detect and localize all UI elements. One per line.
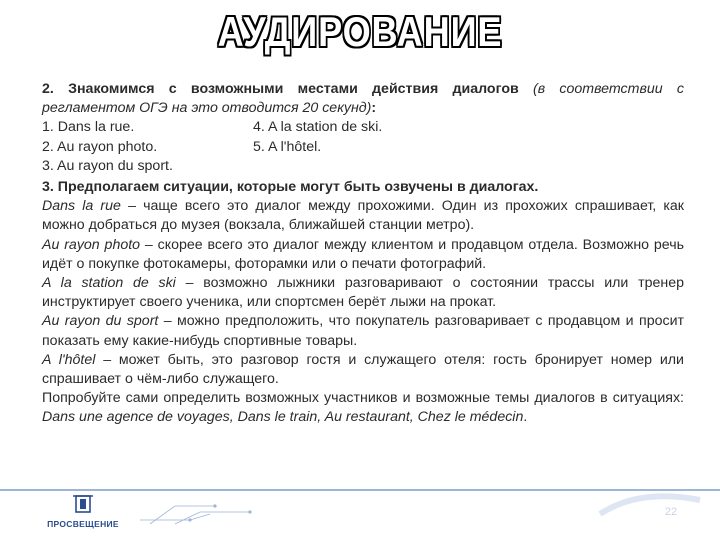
situation-paragraph [42, 197, 684, 235]
situation-place: A la station de ski [42, 275, 176, 292]
option-item: 1. Dans la rue. [42, 119, 135, 136]
task-end: . [523, 409, 528, 426]
textbook-excerpt [42, 80, 684, 428]
situation-text: – возможно лыжники разговаривают о состоянии трассы или тренер инструктирует своего ученика, или спортсмен берёт лыжи на прокат. [42, 275, 684, 311]
circuit-dot [248, 510, 251, 513]
situation-place: A l'hôtel [42, 351, 96, 368]
option-item: 5. A l'hôtel. [253, 138, 322, 155]
option-item: 2. Au rayon photo. [42, 138, 158, 155]
situation-text: – может быть, это разговор гостя и служащего отеля: гость бронирует номер или спрашивает о чём-либо служащего. [42, 351, 684, 388]
circuit-dot [213, 504, 216, 507]
situation-text: – можно предположить, что покупатель разговаривает с продавцом и просит показать ему какие-нибудь спортивные товары. [42, 313, 684, 349]
option-item: 4. A la station de ski. [253, 119, 383, 136]
task-places: Dans une agence de voyages, Dans le train, Au restaurant, Chez le médecin [42, 409, 524, 426]
circuit-lines [140, 506, 250, 524]
task-paragraph [42, 389, 684, 427]
footer-swoosh [600, 496, 700, 514]
place-options-list [42, 118, 684, 176]
situation-text: – чаще всего это диалог между прохожими. Один из прохожих спрашивает, как можно добраться до музея (вокзала, ближайшей станции метро). [42, 198, 684, 234]
section-2-colon: : [371, 100, 377, 117]
logo-text: ПРОСВЕЩЕНИЕ [47, 519, 119, 529]
page-number: 22 [664, 506, 678, 518]
section-3-heading: 3. Предполагаем ситуации, которые могут быть озвучены в диалогах. [42, 179, 539, 196]
task-text: Попробуйте сами определить возможных участников и возможные темы диалогов в ситуациях: [42, 390, 684, 407]
slide-title: АУДИРОВАНИЕ [217, 8, 503, 55]
section-2-heading: 2. Знакомимся с возможными местами действия диалогов [42, 81, 519, 97]
situation-paragraph [42, 351, 684, 389]
situation-place: Au rayon du sport [42, 313, 159, 330]
option-item: 3. Au rayon du sport. [42, 157, 173, 174]
situation-paragraph [42, 274, 684, 312]
situation-text: – скорее всего это диалог между клиентом и продавцом отдела. Возможно речь идёт о покупке фотокамеры, фоторамки или о печати фотографий. [42, 236, 684, 272]
section-2-header [42, 80, 684, 118]
circuit-dot [188, 518, 191, 521]
situation-paragraph [42, 312, 684, 350]
situation-place: Au rayon photo [42, 236, 141, 253]
section-2-note: (в соответствии с регламентом ОГЭ на это отводится 20 секунд) [42, 81, 684, 117]
situation-place: Dans la rue [42, 198, 121, 215]
situation-paragraph [42, 236, 684, 274]
